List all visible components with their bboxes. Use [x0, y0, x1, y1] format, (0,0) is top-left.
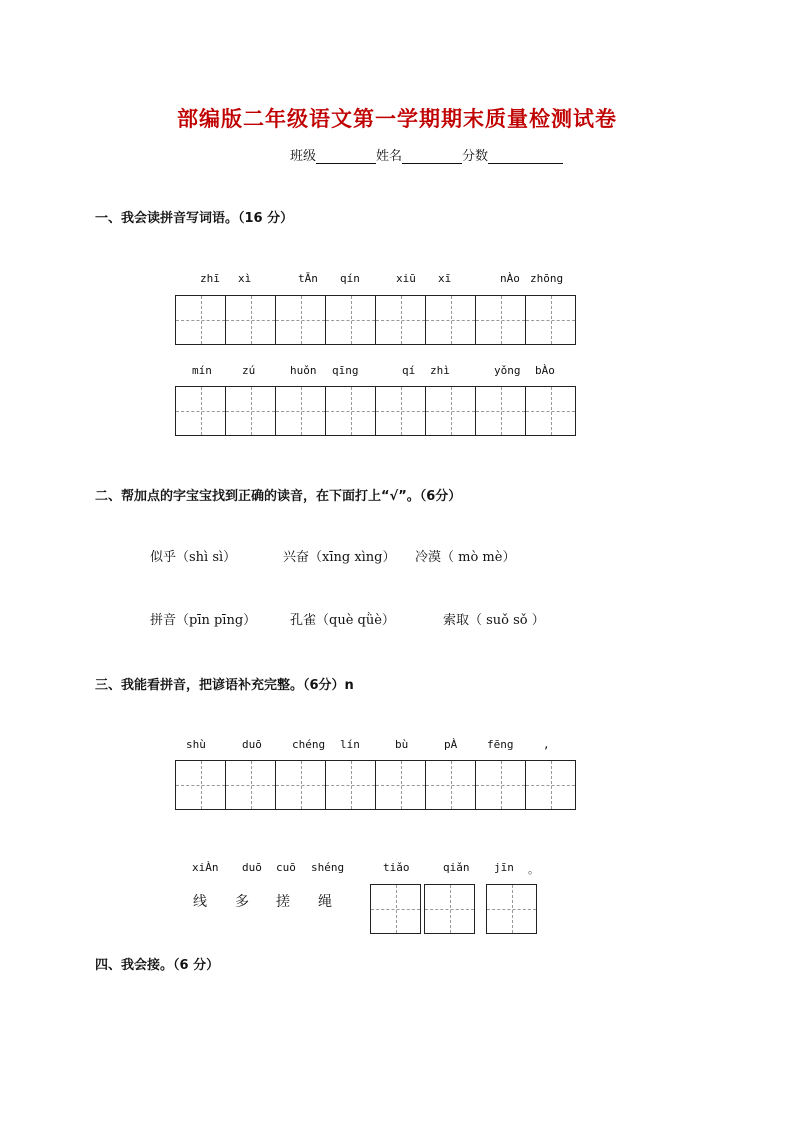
s3-single-box-3 — [486, 884, 537, 934]
s1-pinyin-7: nÀo — [500, 272, 520, 285]
s3-pinyin-1: shù — [186, 738, 206, 751]
s1-pinyin-1: zhī — [200, 272, 220, 285]
s3-pinyin-13: tiǎo — [383, 861, 410, 874]
writing-cell[interactable] — [425, 386, 476, 436]
writing-cell[interactable] — [375, 386, 426, 436]
s3-char-4: 绳 — [318, 894, 332, 910]
writing-cell[interactable] — [275, 760, 326, 810]
student-info-line — [290, 145, 563, 164]
s2-item-3: 冷漠（ mò mè） — [415, 550, 516, 565]
writing-cell[interactable] — [486, 884, 537, 934]
section4-heading: 四、我会接。（6 分） — [95, 958, 220, 973]
s3-char-3: 搓 — [276, 894, 290, 910]
writing-cell[interactable] — [275, 295, 326, 345]
s1-pinyin-15: yǒng — [494, 364, 521, 377]
writing-cell[interactable] — [370, 884, 421, 934]
s3-pinyin-9: xiÀn — [192, 861, 219, 874]
writing-cell[interactable] — [475, 295, 526, 345]
section2-heading: 二、帮加点的字宝宝找到正确的读音，在下面打上“√”。（6分） — [95, 489, 462, 504]
s3-pinyin-16: 。 — [528, 863, 539, 876]
writing-cell[interactable] — [375, 760, 426, 810]
s1-pinyin-13: qí — [402, 364, 416, 377]
class-label: 班级 — [290, 149, 317, 164]
name-blank[interactable] — [402, 151, 462, 164]
s3-single-box-1 — [370, 884, 421, 934]
s1-pinyin-2: xì — [238, 272, 252, 285]
writing-cell[interactable] — [475, 386, 526, 436]
writing-cell[interactable] — [225, 386, 276, 436]
s1-pinyin-11: huǒn — [290, 364, 317, 377]
writing-cell[interactable] — [325, 295, 376, 345]
s3-pinyin-2: duō — [242, 738, 262, 751]
s1-pinyin-12: qīng — [332, 364, 359, 377]
s3-pinyin-15: jīn — [494, 861, 514, 874]
s1-grid-row-2 — [175, 386, 576, 436]
s1-pinyin-4: qín — [340, 272, 360, 285]
s3-pinyin-12: shéng — [311, 861, 345, 874]
s1-pinyin-5: xiū — [396, 272, 416, 285]
writing-cell[interactable] — [525, 760, 576, 810]
s3-pinyin-10: duō — [242, 861, 262, 874]
writing-cell[interactable] — [175, 386, 226, 436]
writing-cell[interactable] — [475, 760, 526, 810]
s3-pinyin-11: cuō — [276, 861, 296, 874]
writing-cell[interactable] — [325, 386, 376, 436]
s2-item-2: 兴奋（xīng xìng） — [283, 550, 396, 565]
s3-char-2: 多 — [235, 894, 249, 910]
s1-grid-row-1 — [175, 295, 576, 345]
s1-pinyin-8: zhōng — [530, 272, 564, 285]
writing-cell[interactable] — [525, 295, 576, 345]
s1-pinyin-14: zhì — [430, 364, 450, 377]
s1-pinyin-9: mín — [192, 364, 212, 377]
s3-grid-row — [175, 760, 576, 810]
s1-pinyin-16: bÀo — [535, 364, 555, 377]
s3-pinyin-4: lín — [340, 738, 360, 751]
writing-cell[interactable] — [175, 295, 226, 345]
score-label: 分数 — [462, 149, 489, 164]
s1-pinyin-6: xī — [438, 272, 452, 285]
section1-heading: 一、我会读拼音写词语。（16 分） — [95, 211, 294, 226]
writing-cell[interactable] — [375, 295, 426, 345]
s3-pinyin-8: , — [543, 738, 550, 751]
s3-pinyin-14: qiǎn — [443, 861, 470, 874]
s3-pinyin-7: fēng — [487, 738, 514, 751]
s3-single-box-2 — [424, 884, 475, 934]
writing-cell[interactable] — [425, 760, 476, 810]
s1-pinyin-3: tĀn — [298, 272, 318, 285]
s2-item-6: 索取（ suǒ sǒ ） — [443, 613, 545, 628]
score-blank[interactable] — [488, 151, 563, 164]
writing-cell[interactable] — [424, 884, 475, 934]
section3-heading: 三、我能看拼音，把谚语补充完整。（6分）n — [95, 678, 354, 693]
s3-pinyin-5: bù — [395, 738, 409, 751]
s3-char-1: 线 — [193, 894, 207, 910]
s1-pinyin-10: zú — [242, 364, 256, 377]
writing-cell[interactable] — [225, 760, 276, 810]
s3-pinyin-6: pÀ — [444, 738, 458, 751]
writing-cell[interactable] — [325, 760, 376, 810]
writing-cell[interactable] — [225, 295, 276, 345]
writing-cell[interactable] — [275, 386, 326, 436]
s2-item-5: 孔雀（què qǜè） — [290, 613, 395, 628]
s3-pinyin-3: chéng — [292, 738, 326, 751]
class-blank[interactable] — [316, 151, 376, 164]
s2-item-4: 拼音（pīn pīng） — [150, 613, 257, 628]
writing-cell[interactable] — [425, 295, 476, 345]
s2-item-1: 似乎（shì sì） — [150, 550, 237, 565]
writing-cell[interactable] — [175, 760, 226, 810]
name-label: 姓名 — [376, 149, 403, 164]
writing-cell[interactable] — [525, 386, 576, 436]
page-title: 部编版二年级语文第一学期期末质量检测试卷 — [177, 107, 617, 131]
